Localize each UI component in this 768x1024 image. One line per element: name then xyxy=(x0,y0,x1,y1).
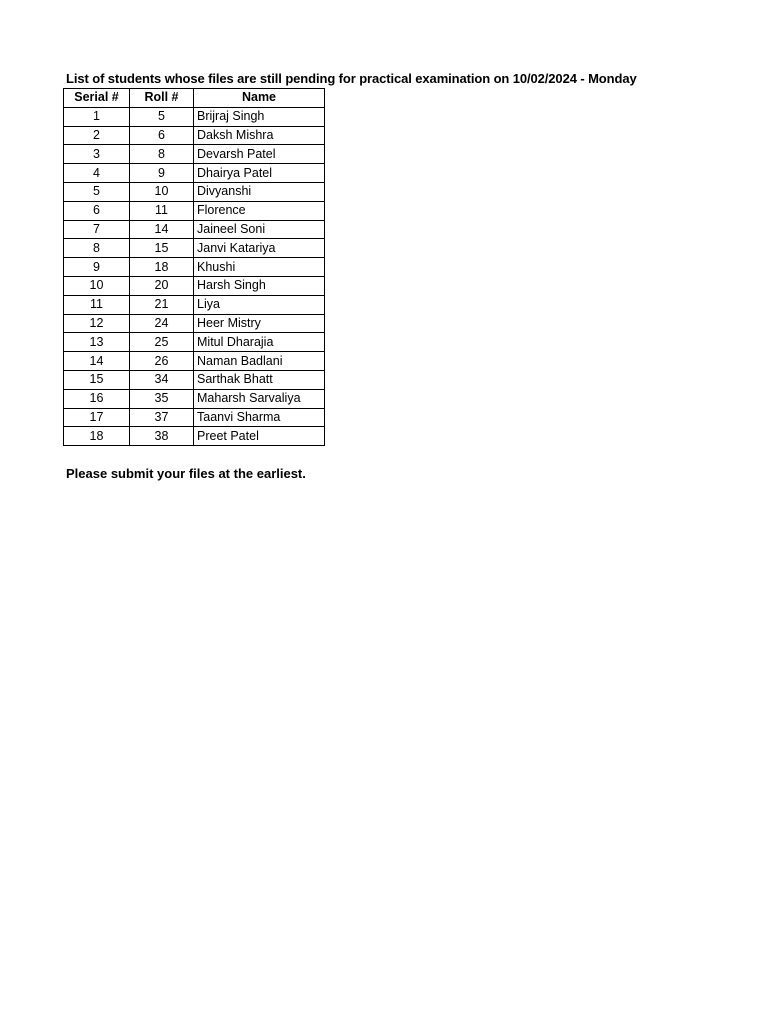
cell-roll: 11 xyxy=(130,201,194,220)
cell-roll: 5 xyxy=(130,107,194,126)
table-row xyxy=(64,314,325,333)
cell-roll: 15 xyxy=(130,239,194,258)
cell-serial: 8 xyxy=(64,239,130,258)
table-row xyxy=(64,239,325,258)
cell-name: Jaineel Soni xyxy=(194,220,325,239)
table-row xyxy=(64,389,325,408)
cell-serial: 13 xyxy=(64,333,130,352)
table-row xyxy=(64,182,325,201)
column-header-name: Name xyxy=(194,89,325,108)
cell-roll: 21 xyxy=(130,295,194,314)
cell-serial: 17 xyxy=(64,408,130,427)
table-row xyxy=(64,295,325,314)
cell-roll: 26 xyxy=(130,352,194,371)
cell-serial: 2 xyxy=(64,126,130,145)
cell-serial: 18 xyxy=(64,427,130,446)
cell-roll: 25 xyxy=(130,333,194,352)
cell-roll: 35 xyxy=(130,389,194,408)
cell-serial: 10 xyxy=(64,276,130,295)
cell-serial: 5 xyxy=(64,182,130,201)
cell-roll: 9 xyxy=(130,164,194,183)
cell-roll: 14 xyxy=(130,220,194,239)
table-row xyxy=(64,126,325,145)
pending-students-table xyxy=(63,88,325,446)
cell-serial: 12 xyxy=(64,314,130,333)
cell-serial: 16 xyxy=(64,389,130,408)
table-row xyxy=(64,352,325,371)
footer-note: Please submit your files at the earliest. xyxy=(66,466,306,481)
cell-name: Khushi xyxy=(194,258,325,277)
cell-serial: 11 xyxy=(64,295,130,314)
cell-name: Devarsh Patel xyxy=(194,145,325,164)
cell-roll: 24 xyxy=(130,314,194,333)
table-row xyxy=(64,258,325,277)
cell-roll: 20 xyxy=(130,276,194,295)
cell-serial: 3 xyxy=(64,145,130,164)
cell-name: Preet Patel xyxy=(194,427,325,446)
cell-name: Naman Badlani xyxy=(194,352,325,371)
table-row xyxy=(64,164,325,183)
table-header-row xyxy=(64,89,325,108)
cell-name: Janvi Katariya xyxy=(194,239,325,258)
cell-serial: 15 xyxy=(64,370,130,389)
cell-roll: 8 xyxy=(130,145,194,164)
table-row xyxy=(64,408,325,427)
column-header-roll: Roll # xyxy=(130,89,194,108)
table-row xyxy=(64,145,325,164)
cell-name: Taanvi Sharma xyxy=(194,408,325,427)
cell-roll: 10 xyxy=(130,182,194,201)
cell-name: Daksh Mishra xyxy=(194,126,325,145)
cell-serial: 9 xyxy=(64,258,130,277)
cell-serial: 1 xyxy=(64,107,130,126)
table-row xyxy=(64,201,325,220)
page-title: List of students whose files are still pending for practical examination on 10/02/2024 - Monday xyxy=(66,71,637,86)
cell-name: Brijraj Singh xyxy=(194,107,325,126)
cell-serial: 14 xyxy=(64,352,130,371)
cell-roll: 37 xyxy=(130,408,194,427)
table-row xyxy=(64,220,325,239)
cell-name: Sarthak Bhatt xyxy=(194,370,325,389)
table-row xyxy=(64,370,325,389)
table-row xyxy=(64,427,325,446)
cell-roll: 34 xyxy=(130,370,194,389)
table-body xyxy=(64,107,325,445)
table-row xyxy=(64,107,325,126)
cell-name: Liya xyxy=(194,295,325,314)
cell-name: Heer Mistry xyxy=(194,314,325,333)
cell-roll: 6 xyxy=(130,126,194,145)
cell-roll: 18 xyxy=(130,258,194,277)
column-header-serial: Serial # xyxy=(64,89,130,108)
cell-serial: 7 xyxy=(64,220,130,239)
cell-name: Harsh Singh xyxy=(194,276,325,295)
cell-serial: 4 xyxy=(64,164,130,183)
table-row xyxy=(64,276,325,295)
cell-name: Maharsh Sarvaliya xyxy=(194,389,325,408)
cell-name: Mitul Dharajia xyxy=(194,333,325,352)
cell-name: Dhairya Patel xyxy=(194,164,325,183)
cell-serial: 6 xyxy=(64,201,130,220)
cell-roll: 38 xyxy=(130,427,194,446)
cell-name: Divyanshi xyxy=(194,182,325,201)
table-row xyxy=(64,333,325,352)
cell-name: Florence xyxy=(194,201,325,220)
